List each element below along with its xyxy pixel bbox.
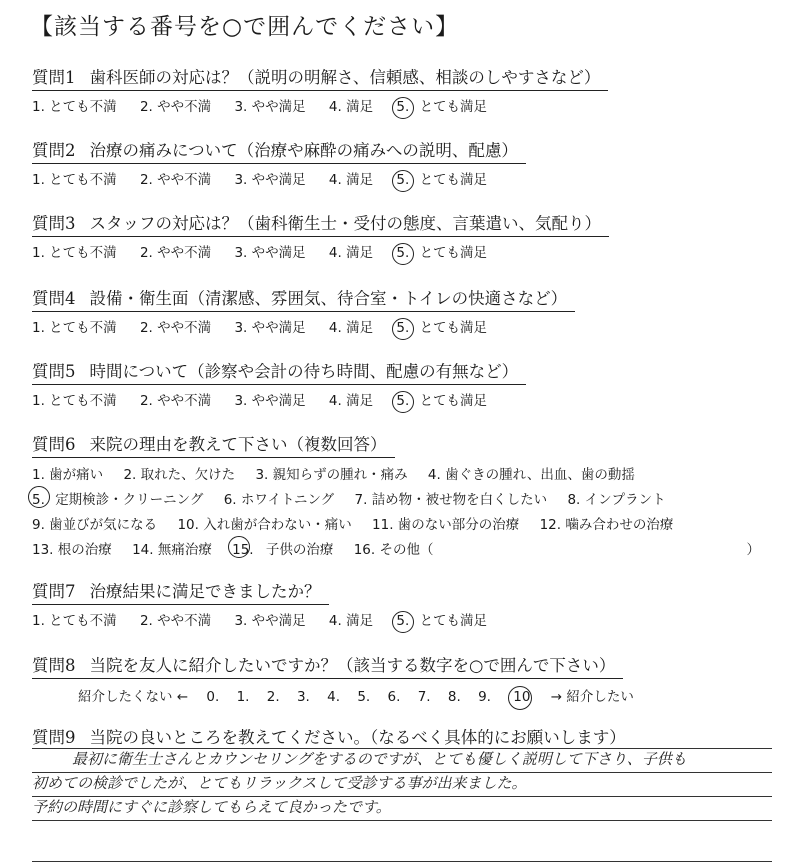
scale-value[interactable]: 8. [447,689,461,705]
option-4[interactable]: 4. 満足 [328,99,374,115]
option-5-circled[interactable]: 5. [396,172,410,188]
question-text: 時間について（診察や会計の待ち時間、配慮の有無など） [89,362,519,381]
option-3[interactable]: 3. やや満足 [234,99,306,115]
reason-option[interactable]: 1. 歯が痛い [32,467,104,483]
reason-option[interactable]: 8. インプラント [567,492,666,508]
question-number: 質問5 [32,362,76,381]
question-text: 当院を友人に紹介したいですか？（該当する数字を○で囲んで下さい） [89,656,616,675]
question-number: 質問2 [32,141,76,160]
question-heading [32,64,608,91]
scale-right-label: → 紹介したい [550,689,634,705]
reason-option[interactable]: 3. 親知らずの腫れ・痛み [255,467,408,483]
question-text: 当院の良いところを教えてください。（なるべく具体的にお願いします） [89,728,626,747]
option-1[interactable]: 1. とても不満 [32,613,117,629]
question-3 [32,210,772,261]
option-5-circled[interactable]: 5. [396,320,410,336]
reason-option[interactable]: 4. 歯ぐきの腫れ、出血、歯の動揺 [427,467,635,483]
reason-option[interactable]: 14. 無痛治療 [132,542,212,558]
reason-option-15-circled[interactable]: 15. [232,538,253,563]
option-4[interactable]: 4. 満足 [328,613,374,629]
question-7 [32,578,772,629]
question-text: 歯科医師の対応は？（説明の明解さ、信頼感、相談のしやすさなど） [89,68,601,87]
question-text: スタッフの対応は？（歯科衛生士・受付の態度、言葉遣い、気配り） [89,214,601,233]
option-5-circled[interactable]: 5. [396,245,410,261]
scale-value[interactable]: 4. [327,689,341,705]
reason-option-label: 子供の治療 [265,542,334,558]
reason-options [32,463,772,563]
question-8 [32,652,772,705]
reason-option-5-circled[interactable]: 5. [32,488,45,513]
page-title: 【該当する番号を○で囲んでください】 [30,14,460,40]
question-number: 質問3 [32,214,76,233]
option-3[interactable]: 3. やや満足 [234,172,306,188]
option-2[interactable]: 2. やや不満 [139,172,212,188]
option-2[interactable]: 2. やや不満 [139,393,212,409]
question-number: 質問9 [32,728,76,747]
question-heading [32,652,623,679]
reason-option[interactable]: 9. 歯並びが気になる [32,517,158,533]
reason-option-other[interactable]: 16. その他（ [353,542,434,558]
reason-option[interactable]: 2. 取れた、欠けた [123,467,236,483]
option-5-circled[interactable]: 5. [396,393,410,409]
answer-line: 予約の時間にすぐに診察してもらえて良かったです。 [32,797,772,821]
scale-value[interactable]: 1. [236,689,250,705]
answer-options [32,95,772,115]
option-4[interactable]: 4. 満足 [328,393,374,409]
question-9 [32,724,772,750]
question-heading [32,431,395,458]
answer-options [32,168,772,188]
question-5 [32,358,772,409]
reason-row-2 [32,488,772,513]
option-2[interactable]: 2. やや不満 [139,320,212,336]
option-5-label: とても満足 [419,172,488,188]
answer-line: 最初に衛生士さんとカウンセリングをするのですが、とても優しく説明して下さり、子供も [32,748,772,773]
question-heading [32,724,634,750]
scale-value[interactable]: 6. [387,689,401,705]
option-4[interactable]: 4. 満足 [328,320,374,336]
option-5-circled[interactable]: 5. [396,613,410,629]
question-4 [32,285,772,336]
option-1[interactable]: 1. とても不満 [32,245,117,261]
reason-option-label: 定期検診・クリーニング [55,492,204,508]
question-number: 質問7 [32,582,76,601]
reason-row-4 [32,538,772,563]
question-number: 質問4 [32,289,76,308]
question-number: 質問6 [32,435,76,454]
question-heading [32,210,609,237]
other-close-paren: ） [746,542,760,558]
option-1[interactable]: 1. とても不満 [32,320,117,336]
answer-line [32,821,772,862]
option-1[interactable]: 1. とても不満 [32,172,117,188]
option-1[interactable]: 1. とても不満 [32,99,117,115]
scale-value[interactable]: 3. [296,689,310,705]
option-5-circled[interactable]: 5. [396,99,410,115]
option-3[interactable]: 3. やや満足 [234,393,306,409]
answer-line: 初めての検診でしたが、とてもリラックスして受診する事が出来ました。 [32,773,772,797]
answer-options [32,609,772,629]
scale-value[interactable]: 7. [417,689,431,705]
question-number: 質問1 [32,68,76,87]
option-5-label: とても満足 [419,613,488,629]
reason-option[interactable]: 11. 歯のない部分の治療 [372,517,520,533]
answer-options [32,241,772,261]
question-heading [32,285,575,312]
option-1[interactable]: 1. とても不満 [32,393,117,409]
recommend-scale [32,685,772,705]
reason-option[interactable]: 13. 根の治療 [32,542,112,558]
reason-option[interactable]: 7. 詰め物・被せ物を白くしたい [354,492,548,508]
scale-value[interactable]: 9. [478,689,491,705]
question-text: 設備・衛生面（清潔感、雰囲気、待合室・トイレの快適さなど） [89,289,568,308]
option-5-label: とても満足 [419,245,488,261]
scale-value[interactable]: 5. [357,689,371,705]
question-6 [32,431,772,563]
option-3[interactable]: 3. やや満足 [234,613,306,629]
scale-left-label: 紹介したくない ← [78,689,189,705]
reason-option[interactable]: 12. 噛み合わせの治療 [539,517,674,533]
question-text: 治療結果に満足できましたか？ [89,582,321,601]
reason-row-1 [32,463,772,488]
question-heading [32,137,526,164]
option-3[interactable]: 3. やや満足 [234,320,306,336]
reason-option[interactable]: 10. 入れ歯が合わない・痛い [177,517,352,533]
reason-row-3 [32,513,772,538]
question-text: 来院の理由を教えて下さい（複数回答） [89,435,387,454]
option-2[interactable]: 2. やや不満 [139,99,212,115]
option-4[interactable]: 4. 満足 [328,172,374,188]
question-1 [32,64,772,115]
question-heading [32,578,329,605]
answer-options [32,389,772,409]
reason-option[interactable]: 6. ホワイトニング [223,492,335,508]
option-5-label: とても満足 [419,393,488,409]
question-number: 質問8 [32,656,76,675]
option-2[interactable]: 2. やや不満 [139,613,212,629]
option-4[interactable]: 4. 満足 [328,245,374,261]
scale-value-10-circled[interactable]: 10 [513,689,531,705]
answer-options [32,316,772,336]
option-5-label: とても満足 [419,99,488,115]
question-2 [32,137,772,188]
option-3[interactable]: 3. やや満足 [234,245,306,261]
option-5-label: とても満足 [419,320,488,336]
question-text: 治療の痛みについて（治療や麻酔の痛みへの説明、配慮） [89,141,518,160]
scale-value[interactable]: 0. [206,689,220,705]
free-answer-area[interactable] [32,748,772,862]
option-2[interactable]: 2. やや不満 [139,245,212,261]
scale-value[interactable]: 2. [266,689,280,705]
question-heading [32,358,526,385]
